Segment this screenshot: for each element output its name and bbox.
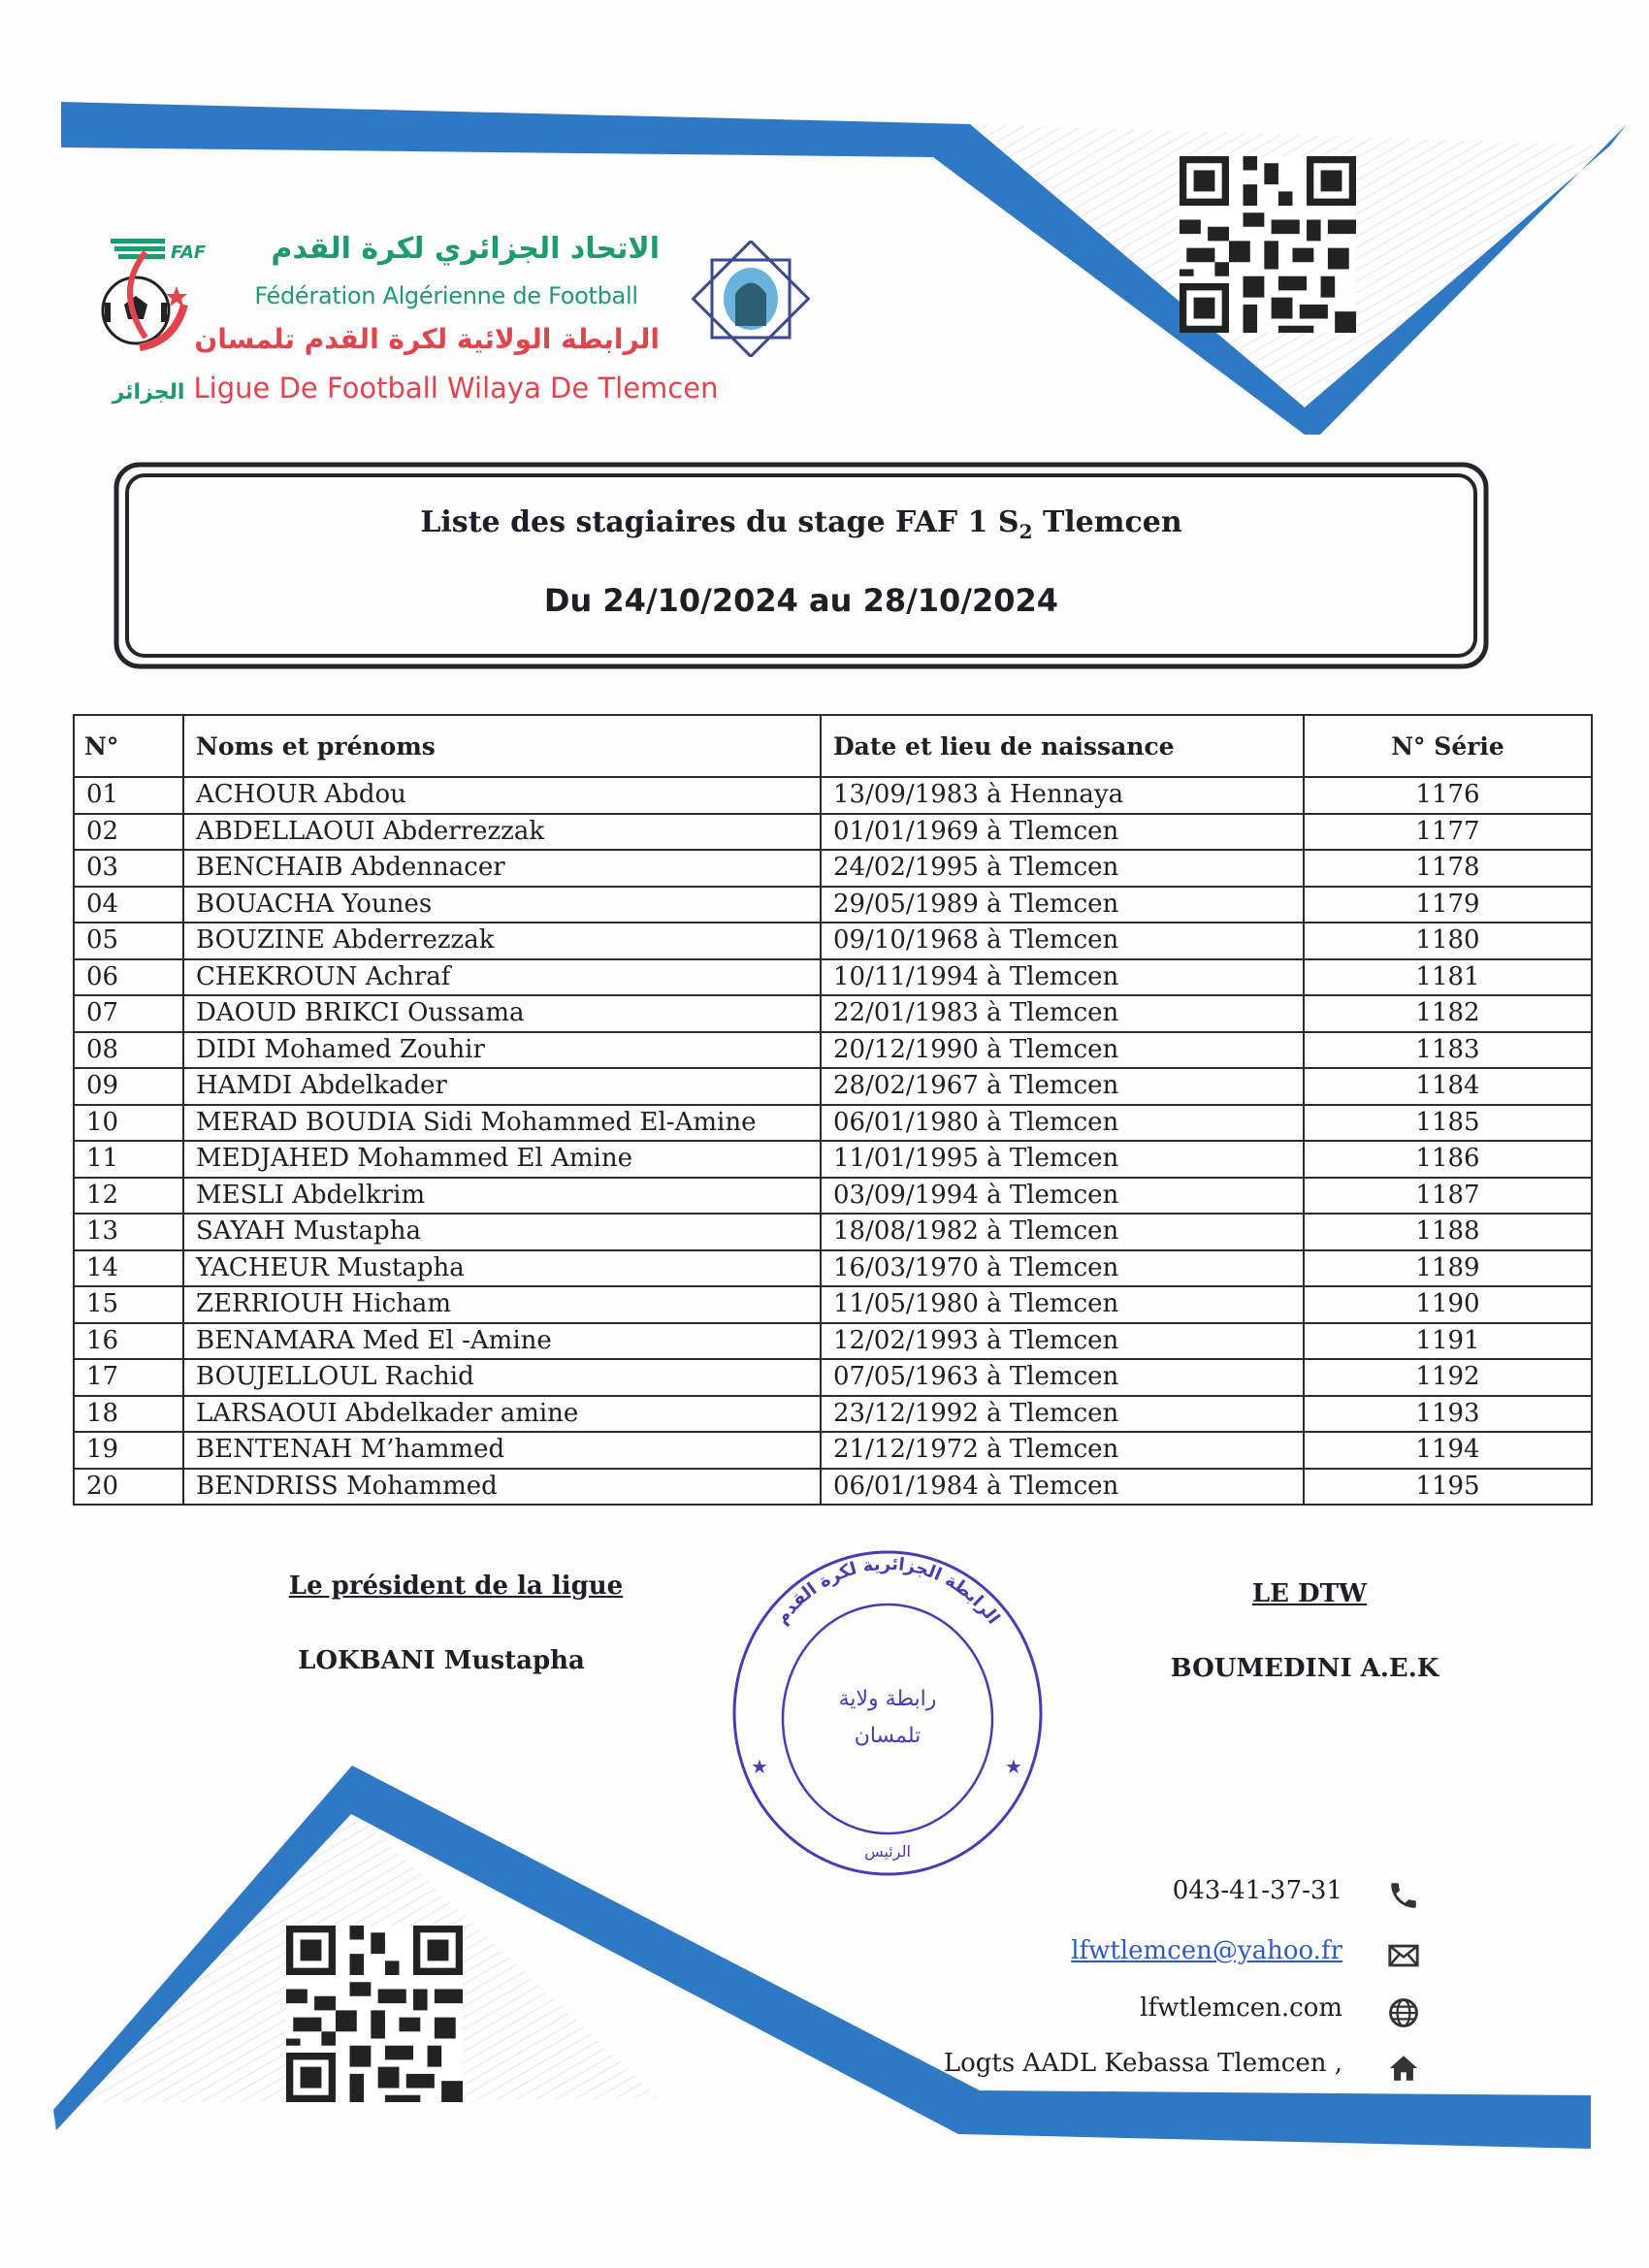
president-name: LOKBANI Mustapha xyxy=(298,1646,585,1675)
row-number: 17 xyxy=(74,1359,183,1396)
trainee-name: DIDI Mohamed Zouhir xyxy=(183,1032,821,1069)
birth-date-place: 06/01/1984 à Tlemcen xyxy=(821,1469,1304,1506)
row-number: 03 xyxy=(74,850,183,887)
serial-number: 1178 xyxy=(1304,850,1592,887)
row-number: 18 xyxy=(74,1396,183,1433)
serial-number: 1176 xyxy=(1304,777,1592,814)
dtw-name: BOUMEDINI A.E.K xyxy=(1170,1654,1439,1683)
table-row xyxy=(74,1323,1592,1360)
serial-number: 1185 xyxy=(1304,1105,1592,1142)
row-number: 01 xyxy=(74,777,183,814)
table-row xyxy=(74,1250,1592,1287)
row-number: 06 xyxy=(74,959,183,996)
trainee-name: BENCHAIB Abdennacer xyxy=(183,850,821,887)
row-number: 11 xyxy=(74,1141,183,1178)
trainee-name: BOUZINE Abderrezzak xyxy=(183,923,821,959)
row-number: 09 xyxy=(74,1068,183,1105)
row-number: 19 xyxy=(74,1432,183,1469)
trainees-table xyxy=(73,714,1593,1506)
serial-number: 1186 xyxy=(1304,1141,1592,1178)
contact-phone: 043-41-37-31 xyxy=(1172,1876,1342,1905)
document-title xyxy=(113,505,1489,543)
trainee-name: HAMDI Abdelkader xyxy=(183,1068,821,1105)
birth-date-place: 01/01/1969 à Tlemcen xyxy=(821,814,1304,851)
home-icon xyxy=(1387,2052,1420,2085)
birth-date-place: 22/01/1983 à Tlemcen xyxy=(821,995,1304,1032)
row-number: 08 xyxy=(74,1032,183,1069)
qr-code-top-icon[interactable] xyxy=(1178,156,1358,333)
globe-icon xyxy=(1387,1996,1420,2029)
title-suffix: Tlemcen xyxy=(1032,505,1182,539)
president-title: Le président de la ligue xyxy=(288,1571,624,1601)
table-row xyxy=(74,887,1592,923)
trainee-name: SAYAH Mustapha xyxy=(183,1214,821,1250)
table-row xyxy=(74,1068,1592,1105)
birth-date-place: 11/01/1995 à Tlemcen xyxy=(821,1141,1304,1178)
trainee-name: BENAMARA Med El -Amine xyxy=(183,1323,821,1360)
birth-date-place: 24/02/1995 à Tlemcen xyxy=(821,850,1304,887)
birth-date-place: 07/05/1963 à Tlemcen xyxy=(821,1359,1304,1396)
row-number: 16 xyxy=(74,1323,183,1360)
birth-date-place: 18/08/1982 à Tlemcen xyxy=(821,1214,1304,1250)
trainee-name: MEDJAHED Mohammed El Amine xyxy=(183,1141,821,1178)
official-stamp xyxy=(729,1548,1046,1878)
serial-number: 1179 xyxy=(1304,887,1592,923)
table-row xyxy=(74,959,1592,996)
table-row xyxy=(74,1178,1592,1215)
table-header-row xyxy=(74,715,1592,777)
stamp-center-line2: تلمسان xyxy=(854,1724,922,1748)
trainee-name: ACHOUR Abdou xyxy=(183,777,821,814)
trainee-name: ABDELLAOUI Abderrezzak xyxy=(183,814,821,851)
trainee-name: LARSAOUI Abdelkader amine xyxy=(183,1396,821,1433)
row-number: 12 xyxy=(74,1178,183,1215)
serial-number: 1188 xyxy=(1304,1214,1592,1250)
birth-date-place: 09/10/1968 à Tlemcen xyxy=(821,923,1304,959)
table-row xyxy=(74,995,1592,1032)
birth-date-place: 13/09/1983 à Hennaya xyxy=(821,777,1304,814)
row-number: 04 xyxy=(74,887,183,923)
serial-number: 1195 xyxy=(1304,1469,1592,1506)
faf-mark: FAF xyxy=(171,243,207,263)
row-number: 15 xyxy=(74,1286,183,1323)
date-range: Du 24/10/2024 au 28/10/2024 xyxy=(543,582,1059,619)
trainee-name: MERAD BOUDIA Sidi Mohammed El-Amine xyxy=(183,1105,821,1142)
row-number: 10 xyxy=(74,1105,183,1142)
federation-name-fr: Fédération Algérienne de Football xyxy=(254,282,638,309)
birth-date-place: 06/01/1980 à Tlemcen xyxy=(821,1105,1304,1142)
row-number: 20 xyxy=(74,1469,183,1506)
stamp-star-left-icon: ★ xyxy=(751,1755,768,1778)
table-row xyxy=(74,1469,1592,1506)
qr-code-bottom-icon[interactable] xyxy=(284,1926,465,2102)
mail-icon xyxy=(1387,1939,1420,1972)
serial-number: 1181 xyxy=(1304,959,1592,996)
birth-date-place: 11/05/1980 à Tlemcen xyxy=(821,1286,1304,1323)
table-row xyxy=(74,1286,1592,1323)
serial-number: 1187 xyxy=(1304,1178,1592,1215)
trainee-name: ZERRIOUH Hicham xyxy=(183,1286,821,1323)
serial-number: 1193 xyxy=(1304,1396,1592,1433)
row-number: 07 xyxy=(74,995,183,1032)
trainee-name: YACHEUR Mustapha xyxy=(183,1250,821,1287)
birth-date-place: 21/12/1972 à Tlemcen xyxy=(821,1432,1304,1469)
trainee-name: CHEKROUN Achraf xyxy=(183,959,821,996)
stamp-bottom-text: الرئيس xyxy=(864,1842,911,1861)
trainee-name: BENDRISS Mohammed xyxy=(183,1469,821,1506)
table-row xyxy=(74,777,1592,814)
table-row xyxy=(74,1032,1592,1069)
serial-number: 1180 xyxy=(1304,923,1592,959)
title-subscript: 2 xyxy=(1018,520,1033,543)
table-row xyxy=(74,1214,1592,1250)
contact-email-link[interactable]: lfwtlemcen@yahoo.fr xyxy=(1071,1936,1342,1965)
serial-number: 1190 xyxy=(1304,1286,1592,1323)
row-number: 13 xyxy=(74,1214,183,1250)
trainee-name: BOUJELLOUL Rachid xyxy=(183,1359,821,1396)
title-frame xyxy=(113,462,1489,669)
phone-icon xyxy=(1387,1879,1420,1912)
serial-number: 1189 xyxy=(1304,1250,1592,1287)
header-birth: Date et lieu de naissance xyxy=(821,715,1304,777)
contact-address: Logts AADL Kebassa Tlemcen , xyxy=(943,2049,1342,2078)
table-row xyxy=(74,1396,1592,1433)
row-number: 02 xyxy=(74,814,183,851)
stamp-star-right-icon: ★ xyxy=(1005,1755,1022,1778)
stamp-outer-text: الرابطة الجزائرية لكرة القدم xyxy=(771,1553,1004,1629)
stamp-center-line1: رابطة ولاية xyxy=(838,1687,937,1711)
trainee-name: MESLI Abdelkrim xyxy=(183,1178,821,1215)
header-number: N° xyxy=(74,715,183,777)
table-row xyxy=(74,814,1592,851)
table-row xyxy=(74,1432,1592,1469)
table-row xyxy=(74,1141,1592,1178)
serial-number: 1177 xyxy=(1304,814,1592,851)
table-row xyxy=(74,1359,1592,1396)
dtw-title: LE DTW xyxy=(1251,1579,1368,1608)
header-serie: N° Série xyxy=(1304,715,1592,777)
table-row xyxy=(74,1105,1592,1142)
algeria-label: الجزائر xyxy=(112,380,185,405)
birth-date-place: 12/02/1993 à Tlemcen xyxy=(821,1323,1304,1360)
contact-website-link[interactable]: lfwtlemcen.com xyxy=(1140,1993,1342,2023)
birth-date-place: 03/09/1994 à Tlemcen xyxy=(821,1178,1304,1215)
birth-date-place: 29/05/1989 à Tlemcen xyxy=(821,887,1304,923)
serial-number: 1183 xyxy=(1304,1032,1592,1069)
birth-date-place: 20/12/1990 à Tlemcen xyxy=(821,1032,1304,1069)
birth-date-place: 10/11/1994 à Tlemcen xyxy=(821,959,1304,996)
birth-date-place: 23/12/1992 à Tlemcen xyxy=(821,1396,1304,1433)
table-row xyxy=(74,850,1592,887)
federation-name-ar: الاتحاد الجزائري لكرة القدم xyxy=(271,232,660,266)
league-name-fr: Ligue De Football Wilaya De Tlemcen xyxy=(193,372,719,405)
serial-number: 1191 xyxy=(1304,1323,1592,1360)
table-row xyxy=(74,923,1592,959)
row-number: 05 xyxy=(74,923,183,959)
league-emblem-icon xyxy=(679,241,824,357)
row-number: 14 xyxy=(74,1250,183,1287)
serial-number: 1184 xyxy=(1304,1068,1592,1105)
serial-number: 1194 xyxy=(1304,1432,1592,1469)
trainee-name: BOUACHA Younes xyxy=(183,887,821,923)
birth-date-place: 28/02/1967 à Tlemcen xyxy=(821,1068,1304,1105)
trainee-name: BENTENAH M’hammed xyxy=(183,1432,821,1469)
trainee-name: DAOUD BRIKCI Oussama xyxy=(183,995,821,1032)
league-name-ar: الرابطة الولائية لكرة القدم تلمسان xyxy=(194,323,660,355)
birth-date-place: 16/03/1970 à Tlemcen xyxy=(821,1250,1304,1287)
header-name: Noms et prénoms xyxy=(183,715,821,777)
title-text: Liste des stagiaires du stage FAF 1 S xyxy=(420,505,1019,539)
serial-number: 1182 xyxy=(1304,995,1592,1032)
serial-number: 1192 xyxy=(1304,1359,1592,1396)
